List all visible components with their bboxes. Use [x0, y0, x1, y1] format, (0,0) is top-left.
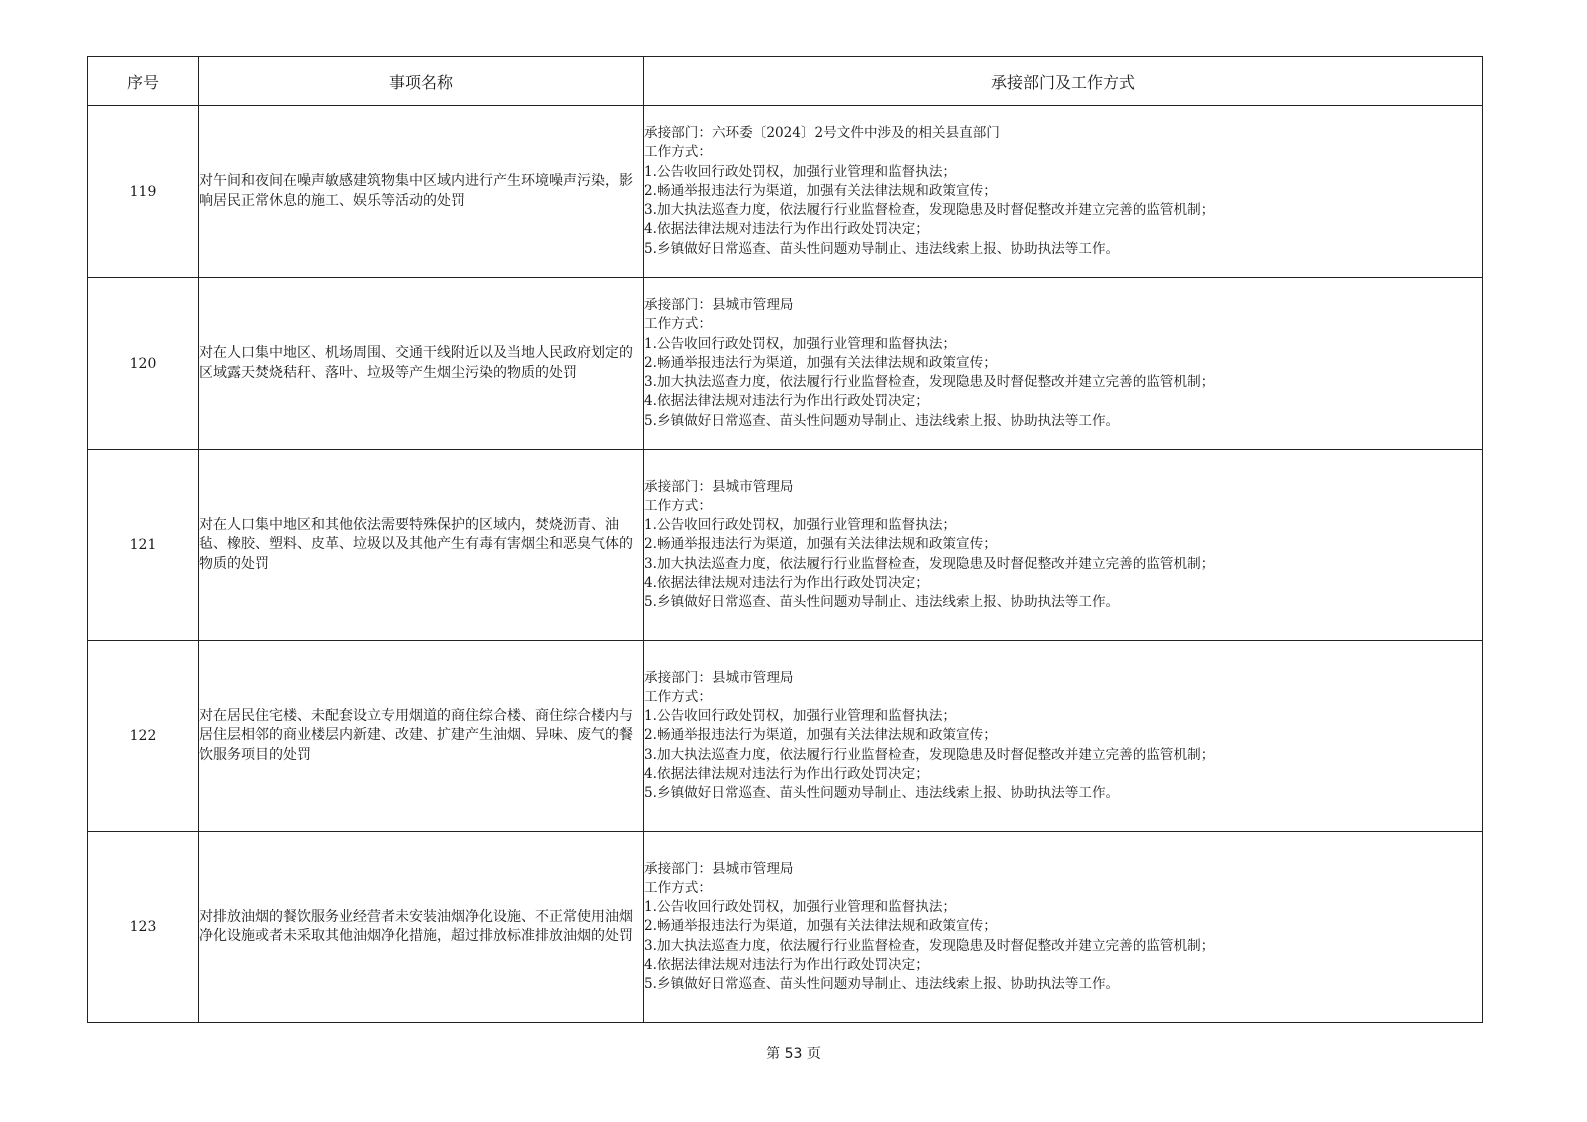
row-department-method	[644, 278, 1483, 450]
work-method-step: 4.依据法律法规对违法行为作出行政处罚决定；	[644, 574, 929, 591]
work-method-title: 工作方式：	[644, 497, 712, 514]
work-method-title: 工作方式：	[644, 688, 712, 705]
responsible-department: 承接部门：县城市管理局	[644, 297, 794, 314]
work-method-step: 1.公告收回行政处罚权，加强行业管理和监督执法；	[644, 899, 957, 916]
work-method-step: 5.乡镇做好日常巡查、苗头性问题劝导制止、违法线索上报、协助执法等工作。	[644, 594, 1120, 610]
work-method-step: 4.依据法律法规对违法行为作出行政处罚决定；	[644, 765, 929, 782]
table-row	[88, 450, 1483, 641]
work-method-step: 1.公告收回行政处罚权，加强行业管理和监督执法；	[644, 163, 957, 180]
work-method-step: 2.畅通举报违法行为渠道，加强有关法律法规和政策宣传；	[644, 536, 997, 553]
table-header-row	[88, 57, 1483, 106]
work-method-step: 3.加大执法巡查力度，依法履行行业监督检查，发现隐患及时督促整改并建立完善的监管机制；	[644, 937, 1215, 954]
matters-table	[87, 56, 1483, 1023]
row-matter-name: 对在人口集中地区、机场周围、交通干线附近以及当地人民政府划定的区域露天焚烧秸秆、落叶、垃圾等产生烟尘污染的物质的处罚	[199, 278, 644, 450]
responsible-department: 承接部门：县城市管理局	[644, 860, 794, 877]
work-method-step: 4.依据法律法规对违法行为作出行政处罚决定；	[644, 221, 929, 238]
row-serial-number: 121	[88, 450, 199, 641]
work-method-step: 5.乡镇做好日常巡查、苗头性问题劝导制止、违法线索上报、协助执法等工作。	[644, 412, 1120, 429]
table-row	[88, 106, 1483, 278]
work-method-step: 5.乡镇做好日常巡查、苗头性问题劝导制止、违法线索上报、协助执法等工作。	[644, 240, 1120, 257]
header-serial-number: 序号	[88, 57, 199, 106]
header-matter-name: 事项名称	[199, 57, 644, 106]
row-serial-number: 122	[88, 641, 199, 832]
row-serial-number: 120	[88, 278, 199, 450]
work-method-step: 2.畅通举报违法行为渠道，加强有关法律法规和政策宣传；	[644, 918, 997, 935]
row-matter-name: 对在居民住宅楼、未配套设立专用烟道的商住综合楼、商住综合楼内与居住层相邻的商业楼层内新建、改建、扩建产生油烟、异味、废气的餐饮服务项目的处罚	[199, 641, 644, 832]
work-method-step: 2.畅通举报违法行为渠道，加强有关法律法规和政策宣传；	[644, 727, 997, 744]
work-method-title: 工作方式：	[644, 879, 712, 896]
row-serial-number: 119	[88, 106, 199, 278]
work-method-step: 3.加大执法巡查力度，依法履行行业监督检查，发现隐患及时督促整改并建立完善的监管机制；	[644, 746, 1215, 763]
work-method-step: 2.畅通举报违法行为渠道，加强有关法律法规和政策宣传；	[644, 354, 997, 371]
work-method-title: 工作方式：	[644, 316, 712, 333]
header-department-method: 承接部门及工作方式	[644, 57, 1483, 106]
row-department-method	[644, 832, 1483, 1023]
row-matter-name: 对在人口集中地区和其他依法需要特殊保护的区域内，焚烧沥青、油毡、橡胶、塑料、皮革、垃圾以及其他产生有毒有害烟尘和恶臭气体的物质的处罚	[199, 450, 644, 641]
row-department-method	[644, 106, 1483, 278]
row-serial-number: 123	[88, 832, 199, 1023]
work-method-step: 4.依据法律法规对违法行为作出行政处罚决定；	[644, 956, 929, 973]
work-method-step: 3.加大执法巡查力度，依法履行行业监督检查，发现隐患及时督促整改并建立完善的监管机制；	[644, 555, 1215, 572]
work-method-title: 工作方式：	[644, 144, 712, 161]
row-matter-name: 对排放油烟的餐饮服务业经营者未安装油烟净化设施、不正常使用油烟净化设施或者未采取其他油烟净化措施，超过排放标准排放油烟的处罚	[199, 832, 644, 1023]
work-method-step: 1.公告收回行政处罚权，加强行业管理和监督执法；	[644, 708, 957, 725]
table-row	[88, 278, 1483, 450]
responsible-department: 承接部门：县城市管理局	[644, 669, 794, 686]
page-number: 第 53 页	[766, 1046, 821, 1062]
row-department-method	[644, 450, 1483, 641]
responsible-department: 承接部门：六环委〔2024〕2号文件中涉及的相关县直部门	[644, 125, 1000, 142]
work-method-step: 1.公告收回行政处罚权，加强行业管理和监督执法；	[644, 335, 957, 352]
work-method-step: 4.依据法律法规对违法行为作出行政处罚决定；	[644, 393, 929, 410]
work-method-step: 5.乡镇做好日常巡查、苗头性问题劝导制止、违法线索上报、协助执法等工作。	[644, 785, 1120, 801]
work-method-step: 1.公告收回行政处罚权，加强行业管理和监督执法；	[644, 517, 957, 534]
responsible-department: 承接部门：县城市管理局	[644, 478, 794, 495]
row-department-method	[644, 641, 1483, 832]
row-matter-name: 对午间和夜间在噪声敏感建筑物集中区域内进行产生环境噪声污染，影响居民正常休息的施工、娱乐等活动的处罚	[199, 106, 644, 278]
work-method-step: 2.畅通举报违法行为渠道，加强有关法律法规和政策宣传；	[644, 182, 997, 199]
table-row	[88, 641, 1483, 832]
work-method-step: 5.乡镇做好日常巡查、苗头性问题劝导制止、违法线索上报、协助执法等工作。	[644, 976, 1120, 992]
work-method-step: 3.加大执法巡查力度，依法履行行业监督检查，发现隐患及时督促整改并建立完善的监管机制；	[644, 374, 1215, 391]
work-method-step: 3.加大执法巡查力度，依法履行行业监督检查，发现隐患及时督促整改并建立完善的监管机制；	[644, 202, 1215, 219]
table-row	[88, 832, 1483, 1023]
